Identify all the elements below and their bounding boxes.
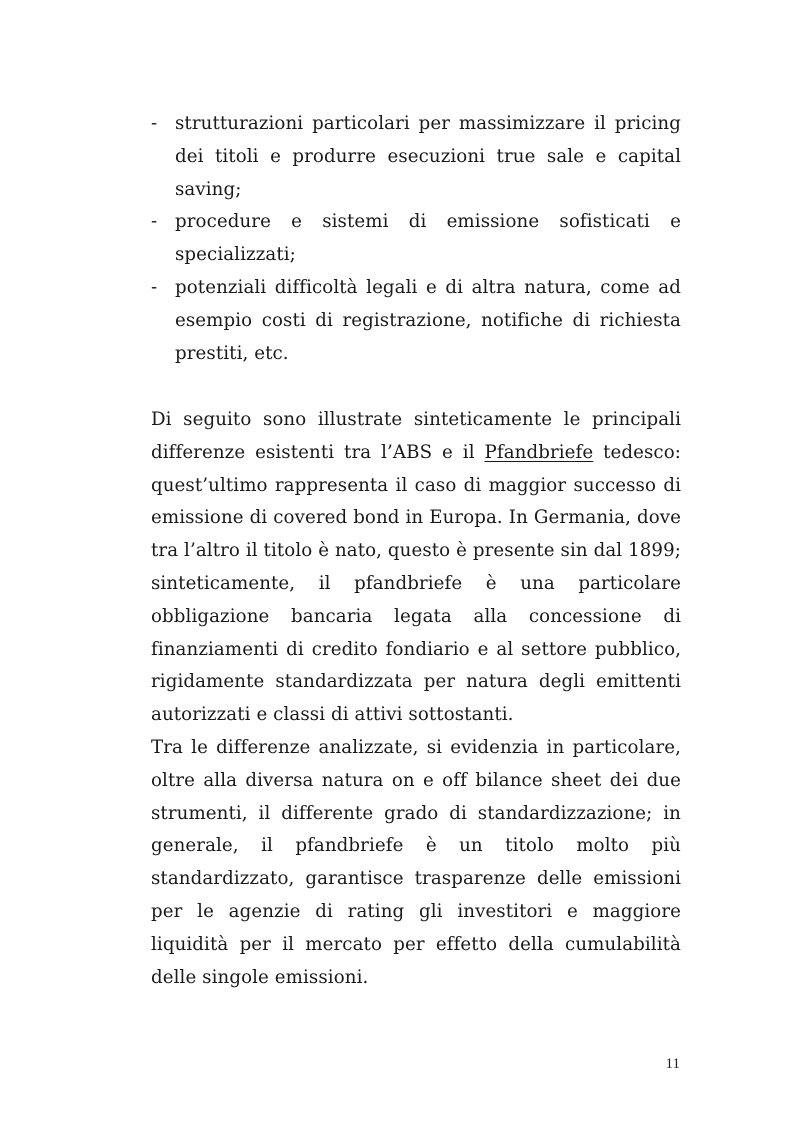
list-item-text: strutturazioni particolari per massimizzare il pricing dei titoli e produrre esecuzioni true sale e capital saving; bbox=[175, 113, 681, 200]
list-item-text: procedure e sistemi di emissione sofisticati e specializzati; bbox=[175, 211, 681, 266]
paragraph-text-start: Di seguito sono illustrate sinteticamente le principali differenze esistenti tra l’ABS e il bbox=[151, 409, 681, 463]
body-text bbox=[151, 404, 681, 994]
list-dash: - bbox=[151, 211, 158, 233]
bullet-list bbox=[151, 108, 681, 370]
paragraph-differences: Tra le differenze analizzate, si evidenzia in particolare, oltre alla diversa natura on e off bilance sheet dei due strumenti, il differente grado di standardizzazione; in generale, il pfandbriefe è un titolo molto più standardizzato, garantisce trasparenze delle emissioni per le agenzie di rating gli investitori e maggiore liquidità per il mercato per effetto della cumulabilità delle singole emissioni. bbox=[151, 736, 681, 988]
paragraph-text-end: tedesco: quest’ultimo rappresenta il caso di maggior successo di emissione di covered bond in Europa. In Germania, dove tra l’altro il titolo è nato, questo è presente sin dal 1899; sinteticamente, il pfandbriefe è una particolare obbligazione bancaria legata alla concessione di finanziamenti di credito fondiario e al settore pubblico, rigidamente standardizzata per natura degli emittenti autorizzati e classi di attivi sottostanti. bbox=[151, 441, 681, 726]
list-item bbox=[151, 108, 681, 206]
list-dash: - bbox=[151, 113, 158, 134]
list-item-text: potenziali difficoltà legali e di altra natura, come ad esempio costi di registrazione, notifiche di richiesta prestiti, etc. bbox=[175, 276, 681, 364]
pfandbriefe-link[interactable]: Pfandbriefe bbox=[484, 441, 594, 463]
paragraph-abs-pfandbriefe bbox=[151, 404, 681, 732]
list-dash: - bbox=[151, 276, 158, 298]
page-number: 11 bbox=[665, 1056, 680, 1072]
list-item bbox=[151, 206, 681, 272]
list-item bbox=[151, 272, 681, 370]
